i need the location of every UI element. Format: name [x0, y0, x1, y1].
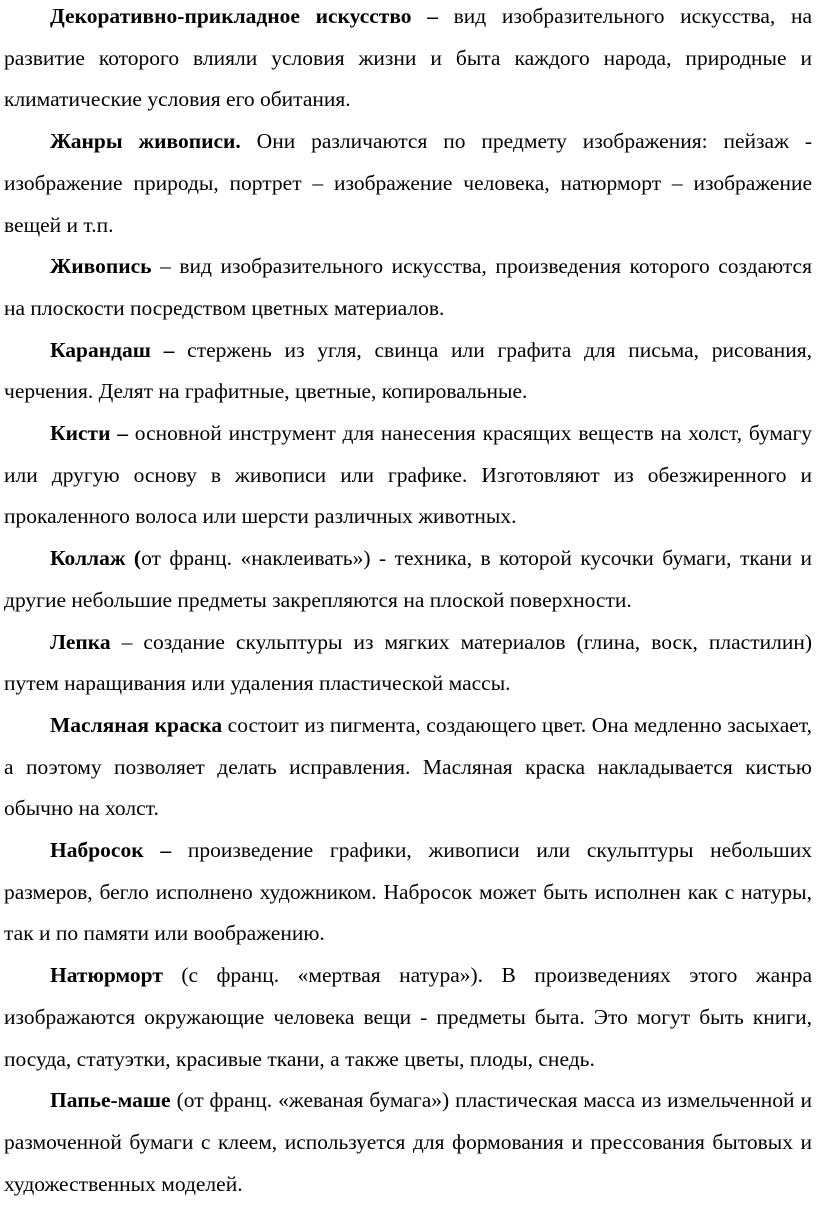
- definition-sketch: произведение графики, живописи или скульптуры небольших размеров, бегло исполнено художником. Набросок может быть исполнен как с натуры, так и по памяти или воображению.: [4, 838, 812, 946]
- definition-painting: – вид изобразительного искусства, произведения которого создаются на плоскости посредством цветных материалов.: [4, 254, 812, 320]
- term-decorative-art: Декоративно-прикладное искусство –: [50, 4, 438, 28]
- term-pencil: Карандаш –: [50, 337, 175, 362]
- term-collage: Коллаж (: [50, 546, 142, 571]
- definition-modeling: – создание скульптуры из мягких материалов (глина, воск, пластилин) путем наращивания или удаления пластической массы.: [4, 629, 812, 696]
- definition-collage: от франц. «наклеивать») - техника, в которой кусочки бумаги, ткани и другие небольшие предметы закрепляются на плоской поверхности.: [4, 546, 813, 612]
- term-oil-paint: Масляная краска: [50, 712, 223, 737]
- glossary-entry-painting-genres: [4, 121, 812, 246]
- glossary-entry-collage: [4, 538, 812, 621]
- term-papier-mache: Папье-маше: [50, 1088, 171, 1113]
- glossary-entry-brushes: [4, 413, 812, 538]
- term-brushes: Кисти –: [50, 421, 129, 446]
- term-painting: Живопись: [50, 254, 152, 279]
- glossary-entry-still-life: [4, 955, 812, 1080]
- glossary-entry-oil-paint: [4, 705, 812, 830]
- glossary-entry-pencil: [4, 330, 812, 413]
- glossary-entry-painting: [4, 246, 812, 329]
- term-still-life: Натюрморт: [50, 963, 163, 988]
- definition-papier-mache: (от франц. «жеваная бумага») пластическая масса из измельченной и размоченной бумаги с клеем, используется для формования и прессования бытовых и художественных моделей.: [4, 1088, 812, 1196]
- term-painting-genres: Жанры живописи.: [50, 129, 241, 154]
- glossary-entry-sketch: [4, 830, 812, 955]
- definition-oil-paint: состоит из пигмента, создающего цвет. Она медленно засыхает, а поэтому позволяет делать исправления. Масляная краска накладывается кистью обычно на холст.: [4, 712, 813, 821]
- glossary-entry-papier-mache: [4, 1080, 812, 1205]
- definition-pencil: стержень из угля, свинца или графита для письма, рисования, черчения. Делят на графитные, цветные, копировальные.: [4, 337, 812, 404]
- term-sketch: Набросок –: [50, 838, 172, 863]
- definition-decorative-art: вид изобразительного искусства, на развитие которого влияли условия жизни и быта каждого народа, природные и климатические условия его обитания.: [4, 4, 812, 112]
- definition-brushes: основной инструмент для нанесения красящих веществ на холст, бумагу или другую основу в живописи или графике. Изготовляют из обезжиренного и прокаленного волоса или шерсти различных животных.: [4, 421, 813, 529]
- term-modeling: Лепка: [50, 629, 111, 654]
- definition-still-life: (с франц. «мертвая натура»). В произведениях этого жанра изображаются окружающие человека вещи - предметы быта. Это могут быть книги, посуда, статуэтки, красивые ткани, а также цветы, плоды, снедь.: [4, 963, 812, 1071]
- glossary-entry-decorative-art: [4, 0, 812, 121]
- definition-painting-genres: Они различаются по предмету изображения: пейзаж - изображение природы, портрет – изображение человека, натюрморт – изображение вещей и т.п.: [4, 129, 812, 237]
- glossary-entry-modeling: [4, 622, 812, 705]
